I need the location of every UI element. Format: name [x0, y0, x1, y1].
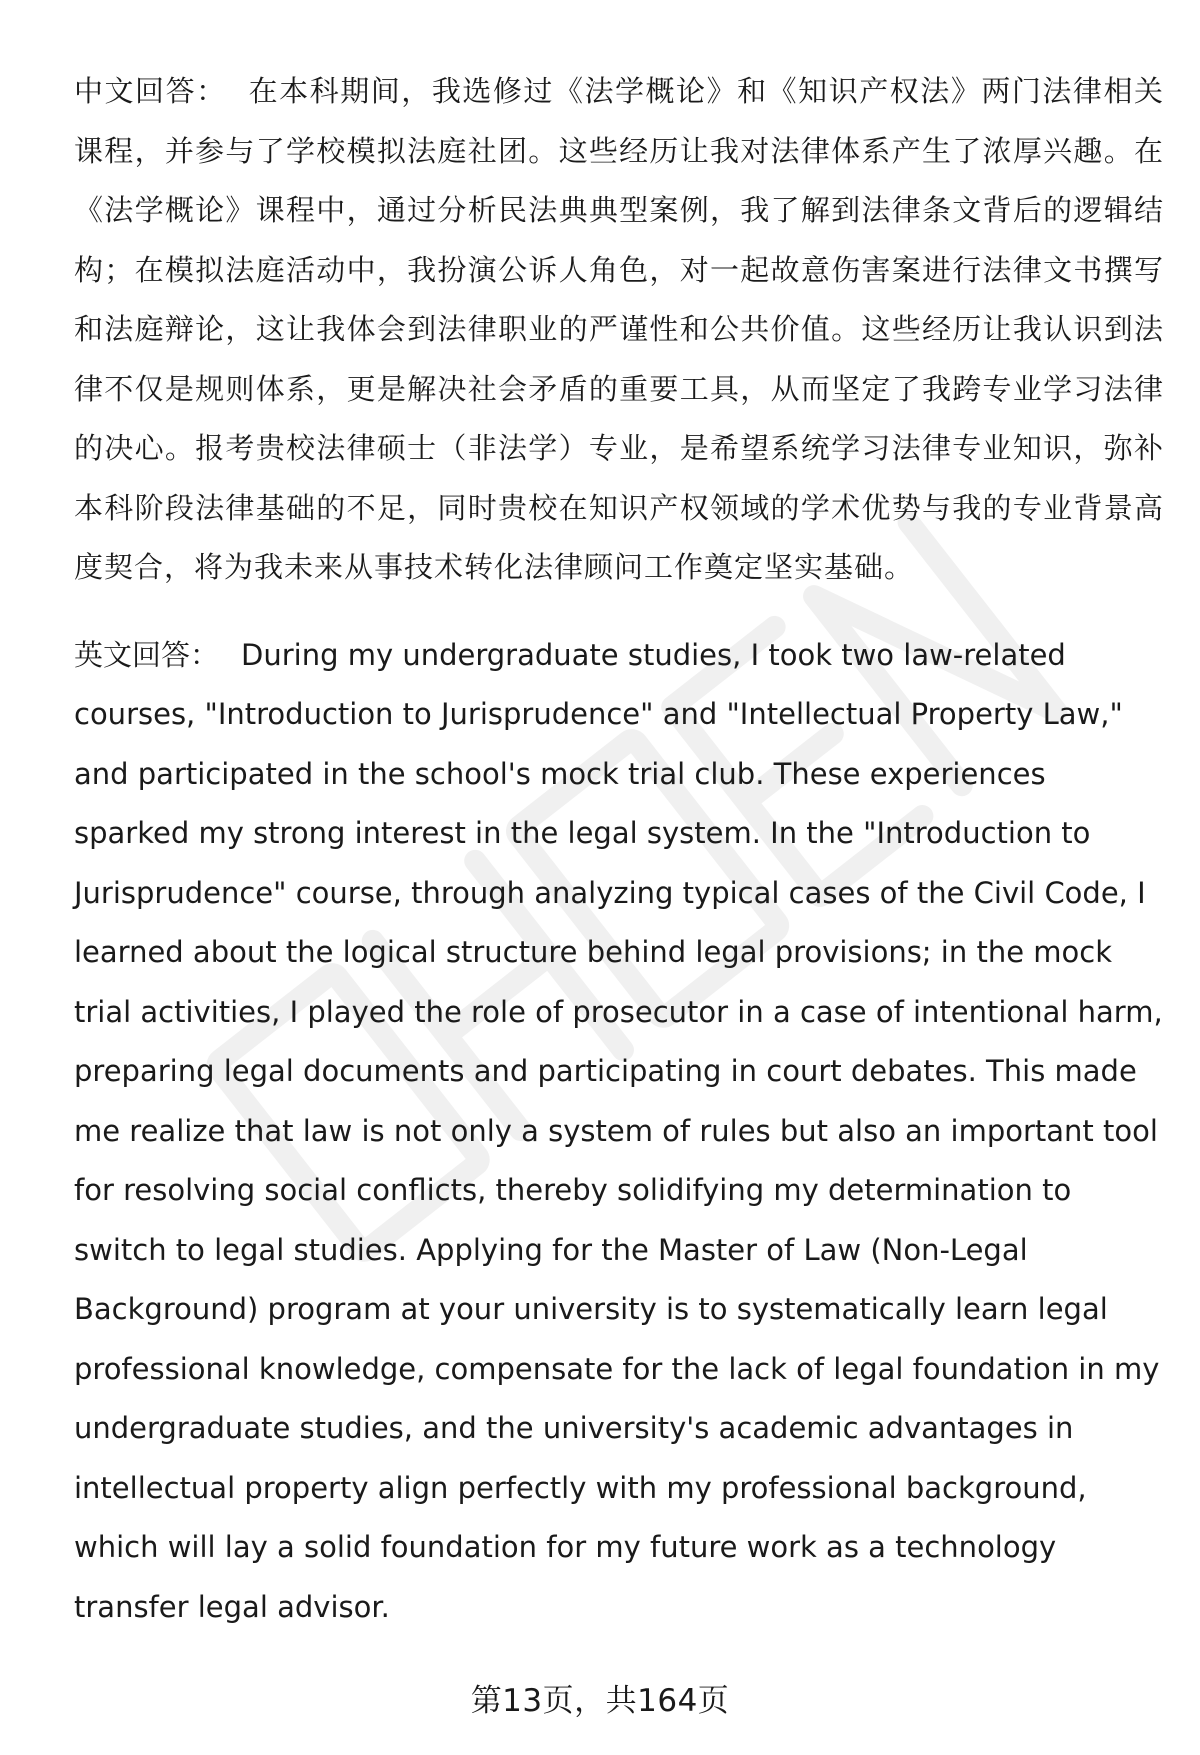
answer-content [74, 62, 1164, 1637]
english-answer-text: During my undergraduate studies, I took two law-related courses, "Introduction to Jurisprudence" and "Intellectual Property Law," and participated in the school's mock trial club. These experiences sparked my strong interest in the legal system. In the "Introduction to Jurisprudence" course, through analyzing typical cases of the Civil Code, I learned about the logical structure behind legal provisions; in the mock trial activities, I played the role of prosecutor in a case of intentional harm, preparing legal documents and participating in court debates. This made me realize that law is not only a system of rules but also an important tool for resolving social conflicts, thereby solidifying my determination to switch to legal studies. Applying for the Master of Law (Non-Legal Background) program at your university is to systematically learn legal professional knowledge, compensate for the lack of legal foundation in my undergraduate studies, and the university's academic advantages in intellectual property align perfectly with my professional background, which will lay a solid foundation for my future work as a technology transfer legal advisor. [74, 637, 1163, 1624]
english-answer [74, 626, 1164, 1638]
chinese-answer-label: 中文回答： [74, 74, 227, 108]
english-answer-label: 英文回答： [74, 637, 220, 672]
chinese-answer [74, 62, 1164, 598]
page-number-footer: 第13页，共164页 [470, 1683, 730, 1719]
chinese-answer-text: 在本科期间，我选修过《法学概论》和《知识产权法》两门法律相关课程，并参与了学校模拟法庭社团。这些经历让我对法律体系产生了浓厚兴趣。在《法学概论》课程中，通过分析民法典典型案例，我了解到法律条文背后的逻辑结构；在模拟法庭活动中，我扮演公诉人角色，对一起故意伤害案进行法律文书撰写和法庭辩论，这让我体会到法律职业的严谨性和公共价值。这些经历让我认识到法律不仅是规则体系，更是解决社会矛盾的重要工具，从而坚定了我跨专业学习法律的决心。报考贵校法律硕士（非法学）专业，是希望系统学习法律专业知识，弥补本科阶段法律基础的不足，同时贵校在知识产权领域的学术优势与我的专业背景高度契合，将为我未来从事技术转化法律顾问工作奠定坚实基础。 [74, 74, 1164, 584]
